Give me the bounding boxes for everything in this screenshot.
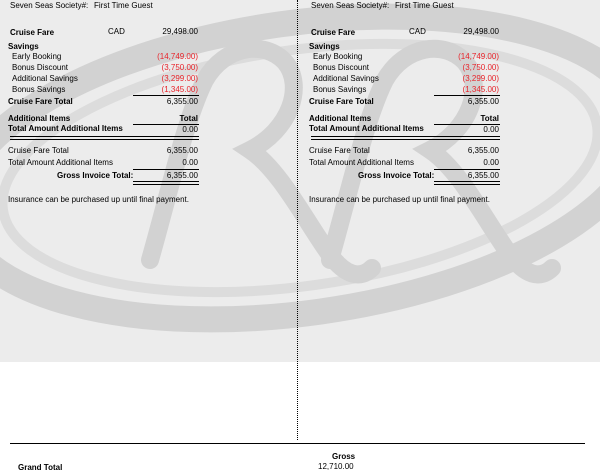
gross-invoice-label: Gross Invoice Total: xyxy=(57,171,134,180)
cruise-fare-total-amount: 6,355.00 xyxy=(166,97,198,106)
cruise-fare-label: Cruise Fare xyxy=(311,28,356,37)
summary-additional-label: Total Amount Additional Items xyxy=(309,158,414,167)
total-additional-amount: 0.00 xyxy=(483,125,499,134)
grand-total-label: Grand Total xyxy=(18,463,63,472)
savings-item-amount: (3,299.00) xyxy=(161,74,198,83)
summary-additional-amount: 0.00 xyxy=(483,158,499,167)
savings-item-amount: (3,299.00) xyxy=(462,74,499,83)
invoice-column-right xyxy=(301,0,591,440)
additional-items-label: Additional Items xyxy=(309,114,372,123)
subtotal-rule xyxy=(133,95,199,96)
savings-item-label: Additional Savings xyxy=(12,74,78,83)
savings-item-amount: (3,750.00) xyxy=(161,63,198,72)
summary-additional-label: Total Amount Additional Items xyxy=(8,158,113,167)
currency: CAD xyxy=(409,27,426,36)
cruise-fare-total-label: Cruise Fare Total xyxy=(8,97,73,106)
gross-invoice-amount: 6,355.00 xyxy=(467,171,499,180)
footer-rule xyxy=(10,443,585,444)
total-additional-label: Total Amount Additional Items xyxy=(309,124,424,133)
savings-item-label: Early Booking xyxy=(12,52,62,61)
summary-fare-amount: 6,355.00 xyxy=(467,146,499,155)
savings-label: Savings xyxy=(8,42,39,51)
invoice-total-double-rule xyxy=(133,181,199,185)
cruise-fare-amount: 29,498.00 xyxy=(162,27,198,36)
society-value: First Time Guest xyxy=(395,1,454,10)
savings-item-label: Bonus Savings xyxy=(12,85,66,94)
invoice-total-double-rule xyxy=(434,181,500,185)
summary-fare-label: Cruise Fare Total xyxy=(8,146,69,155)
summary-fare-label: Cruise Fare Total xyxy=(309,146,370,155)
gross-invoice-label: Gross Invoice Total: xyxy=(358,171,435,180)
total-additional-amount: 0.00 xyxy=(182,125,198,134)
invoice-total-rule xyxy=(133,169,199,170)
cruise-fare-label: Cruise Fare xyxy=(10,28,55,37)
column-divider xyxy=(297,0,298,440)
gross-amount: 12,710.00 xyxy=(318,462,354,471)
gross-invoice-amount: 6,355.00 xyxy=(166,171,198,180)
savings-item-label: Additional Savings xyxy=(313,74,379,83)
savings-item-label: Bonus Discount xyxy=(12,63,69,72)
savings-item-amount: (14,749.00) xyxy=(458,52,499,61)
additional-items-label: Additional Items xyxy=(8,114,71,123)
total-header: Total xyxy=(480,114,499,123)
invoice-column-left xyxy=(0,0,290,440)
currency: CAD xyxy=(108,27,125,36)
savings-item-amount: (1,345.00) xyxy=(462,85,499,94)
savings-item-label: Bonus Discount xyxy=(313,63,370,72)
cruise-fare-total-amount: 6,355.00 xyxy=(467,97,499,106)
cruise-fare-total-label: Cruise Fare Total xyxy=(309,97,374,106)
subtotal-rule xyxy=(434,95,500,96)
gross-label: Gross xyxy=(332,452,356,461)
savings-item-amount: (3,750.00) xyxy=(462,63,499,72)
savings-label: Savings xyxy=(309,42,340,51)
savings-item-amount: (14,749.00) xyxy=(157,52,198,61)
insurance-note: Insurance can be purchased up until final payment. xyxy=(309,195,491,204)
summary-fare-amount: 6,355.00 xyxy=(166,146,198,155)
summary-additional-amount: 0.00 xyxy=(182,158,198,167)
savings-item-amount: (1,345.00) xyxy=(161,85,198,94)
double-rule xyxy=(311,136,500,140)
invoice-total-rule xyxy=(434,169,500,170)
society-value: First Time Guest xyxy=(94,1,153,10)
cruise-fare-amount: 29,498.00 xyxy=(463,27,499,36)
savings-item-label: Early Booking xyxy=(313,52,363,61)
society-label: Seven Seas Society#: xyxy=(311,1,390,10)
total-additional-label: Total Amount Additional Items xyxy=(8,124,123,133)
total-header: Total xyxy=(179,114,198,123)
insurance-note: Insurance can be purchased up until final payment. xyxy=(8,195,190,204)
savings-item-label: Bonus Savings xyxy=(313,85,367,94)
double-rule xyxy=(10,136,199,140)
society-label: Seven Seas Society#: xyxy=(10,1,89,10)
